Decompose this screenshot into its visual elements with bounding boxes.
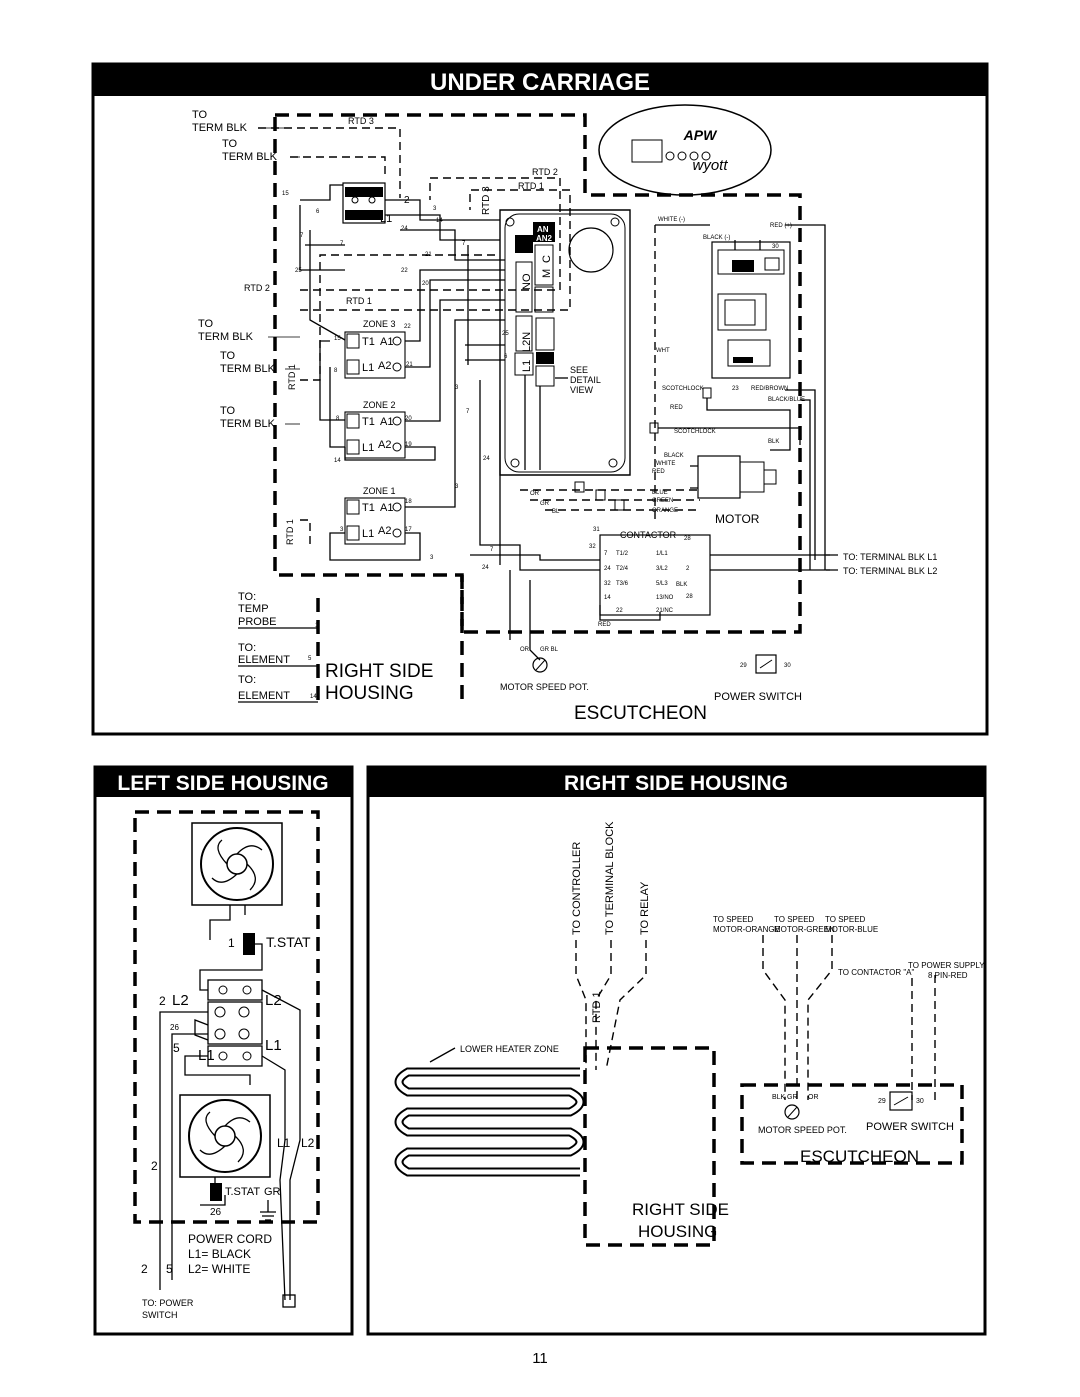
zone3-t1: T1 xyxy=(362,336,375,348)
page-number: 11 xyxy=(532,1350,548,1367)
zone-3-relay xyxy=(345,319,405,378)
l2-white-label: L2= WHITE xyxy=(188,1262,251,1276)
svg-text:15: 15 xyxy=(282,191,289,197)
view-label: VIEW xyxy=(570,385,594,395)
motor-speed-pot xyxy=(500,647,589,692)
detail-label: DETAIL xyxy=(570,375,601,385)
blk-label: BLK xyxy=(768,439,780,445)
svg-text:28: 28 xyxy=(686,594,693,600)
svg-text:19: 19 xyxy=(405,442,412,448)
wht-label: WHT xyxy=(656,348,670,354)
scotchlock-2-label: SCOTCHLOCK xyxy=(674,429,716,435)
red-label: RED xyxy=(670,405,683,411)
svg-text:1/L1: 1/L1 xyxy=(656,551,668,557)
l2-right-label: L2 xyxy=(265,992,282,1009)
num-2-mid: 2 xyxy=(151,1159,158,1173)
right-side-housing-title: RIGHT SIDE HOUSING xyxy=(563,772,789,795)
controller-an2: AN2 xyxy=(536,234,553,243)
l2-bottom-label: L2 xyxy=(301,1136,315,1150)
to-power-label: TO: POWER xyxy=(142,1298,194,1308)
svg-text:21: 21 xyxy=(425,252,432,258)
svg-text:24: 24 xyxy=(482,565,489,571)
svg-text:7: 7 xyxy=(462,241,466,247)
svg-text:T1/2: T1/2 xyxy=(616,551,629,557)
l1-right-label: L1 xyxy=(265,1037,282,1054)
svg-text:28: 28 xyxy=(684,536,691,542)
svg-text:14: 14 xyxy=(436,218,443,224)
l1-bottom-label: L1 xyxy=(277,1136,291,1150)
to-term-blk-labels xyxy=(192,109,278,430)
element-1-to: TO: xyxy=(238,642,257,654)
element-2-to: TO: xyxy=(238,674,257,686)
to-term-blk-5-line2: TERM BLK xyxy=(220,418,276,430)
zone1-l1: L1 xyxy=(362,528,375,540)
power-switch-label: POWER SWITCH xyxy=(714,691,802,703)
switch-30-label: 30 xyxy=(784,663,791,669)
rtd2-left-label: RTD 2 xyxy=(244,283,270,293)
to-term-blk-1-line2: TERM BLK xyxy=(192,122,248,134)
temp-probe-probe: PROBE xyxy=(238,616,277,628)
tstat-bottom xyxy=(210,1183,281,1220)
controller-c: C xyxy=(541,255,553,263)
svg-text:25: 25 xyxy=(295,268,302,274)
svg-text:3/L2: 3/L2 xyxy=(656,566,668,572)
num-5-left: 5 xyxy=(173,1041,180,1055)
svg-text:3: 3 xyxy=(433,206,437,212)
zone-1-relay xyxy=(345,486,405,544)
escutcheon-box xyxy=(742,1085,962,1166)
motor-speed-pot-label: MOTOR SPEED POT. xyxy=(500,682,589,692)
right-side-housing-line1: RIGHT SIDE xyxy=(325,661,434,682)
zone3-a1: A1 xyxy=(380,336,394,348)
svg-text:17: 17 xyxy=(405,527,412,533)
blue-label: BLUE xyxy=(652,490,668,496)
switch-29-label: 29 xyxy=(740,663,747,669)
rtd1-vertical-a: RTD 1 xyxy=(287,364,297,390)
rtd3-label: RTD 3 xyxy=(348,116,374,126)
left-terminal-block xyxy=(159,980,282,1066)
right-side-housing-line2: HOUSING xyxy=(325,683,414,704)
svg-text:5/L3: 5/L3 xyxy=(656,581,668,587)
contactor-red-label: RED xyxy=(598,622,611,628)
contactor-label: CONTACTOR xyxy=(620,530,677,540)
to-speed-3: TO SPEED xyxy=(825,915,866,924)
apw-wyott-logo xyxy=(599,105,771,195)
svg-text:7: 7 xyxy=(604,551,608,557)
red-plus-label: RED (+) xyxy=(770,223,792,229)
num-2-bottom: 2 xyxy=(141,1262,148,1276)
motor-blue-label: MOTOR-BLUE xyxy=(825,925,879,934)
esc-29-label: 29 xyxy=(878,1098,886,1105)
zone3-l1: L1 xyxy=(362,362,375,374)
num-5-bottom: 5 xyxy=(166,1262,173,1276)
right-housing-leads xyxy=(576,935,935,1100)
controller-l2n: L2N xyxy=(521,331,533,352)
svg-text:24: 24 xyxy=(604,566,611,572)
gr-label: GR xyxy=(540,501,549,507)
rtd1-top-label: RTD 1 xyxy=(518,181,544,191)
zone1-a2: A2 xyxy=(378,525,392,537)
controller-an: AN xyxy=(537,225,549,234)
zone2-a1: A1 xyxy=(380,416,394,428)
zone1-a1: A1 xyxy=(380,502,394,514)
svg-text:3: 3 xyxy=(455,484,459,490)
l1-black-label: L1= BLACK xyxy=(188,1247,252,1261)
zone2-l1: L1 xyxy=(362,442,375,454)
to-speed-2: TO SPEED xyxy=(774,915,815,924)
housing-label: HOUSING xyxy=(638,1222,718,1241)
under-carriage-title: UNDER CARRIAGE xyxy=(429,69,651,96)
svg-text:3: 3 xyxy=(340,527,344,533)
controller-m: M xyxy=(541,268,553,278)
svg-text:22: 22 xyxy=(616,608,623,614)
rtd1-vertical-b: RTD 1 xyxy=(285,519,295,545)
green-label: GREEN xyxy=(652,498,674,504)
pot-or-label: OR xyxy=(520,647,529,653)
see-label: SEE xyxy=(570,365,589,375)
l2-left-label: L2 xyxy=(172,992,189,1009)
svg-text:14: 14 xyxy=(334,458,341,464)
l1-top-label: L1 xyxy=(380,213,393,225)
switch-label: SWITCH xyxy=(142,1310,178,1320)
svg-text:13/NO: 13/NO xyxy=(656,595,674,601)
to-power-supply-label: TO POWER SUPPLY xyxy=(908,961,985,970)
orange-label: ORANGE xyxy=(652,508,679,514)
wire-numbers xyxy=(282,191,509,700)
zone2-a2: A2 xyxy=(378,439,392,451)
scotchlock-label: SCOTCHLOCK xyxy=(662,386,704,392)
zone1-t1: T1 xyxy=(362,502,375,514)
svg-text:8: 8 xyxy=(336,416,340,422)
power-switch xyxy=(714,655,802,703)
gr-label: GR xyxy=(264,1186,281,1198)
esc-motor-speed-pot-label: MOTOR SPEED POT. xyxy=(758,1125,847,1135)
pot-grbl-label: GR BL xyxy=(540,647,559,653)
zone-2-relay xyxy=(345,400,405,458)
rtd1-right-label: RTD 1 xyxy=(591,991,603,1023)
white-minus-label: WHITE (-) xyxy=(658,217,685,223)
controller-no: NO xyxy=(521,273,533,290)
tstat-bottom-label: T.STAT xyxy=(225,1186,261,1198)
lower-heater-zone-label: LOWER HEATER ZONE xyxy=(460,1044,559,1054)
red-brown-label: RED/BROWN xyxy=(751,386,789,392)
under-carriage-section xyxy=(93,64,987,734)
to-term-blk-3-line2: TERM BLK xyxy=(198,331,254,343)
element-1-label: ELEMENT xyxy=(238,654,290,666)
svg-text:15: 15 xyxy=(334,336,341,342)
esc-30-label: 30 xyxy=(916,1098,924,1105)
svg-text:T2/4: T2/4 xyxy=(616,566,629,572)
right-side-housing-section xyxy=(368,767,985,1334)
temp-probe-to: TO: xyxy=(238,591,257,603)
esc-blk-label: BLK xyxy=(772,1094,786,1101)
terminal-blk-l1-label: TO: TERMINAL BLK L1 xyxy=(843,552,938,562)
to-term-blk-4-line2: TERM BLK xyxy=(220,363,276,375)
to-term-blk-3-line1: TO xyxy=(198,318,214,330)
svg-text:32: 32 xyxy=(604,581,611,587)
svg-text:22: 22 xyxy=(404,324,411,330)
num-26-bottom: 26 xyxy=(210,1207,222,1218)
svg-text:18: 18 xyxy=(405,499,412,505)
terminal-block-top xyxy=(343,183,410,225)
zone2-t1: T1 xyxy=(362,416,375,428)
to-term-blk-1-line1: TO xyxy=(192,109,208,121)
fan-top xyxy=(192,823,282,905)
num-2-left: 2 xyxy=(159,994,166,1008)
svg-text:T3/6: T3/6 xyxy=(616,581,629,587)
svg-text:6: 6 xyxy=(504,354,508,360)
motor-green-label: MOTOR-GREEN xyxy=(774,925,835,934)
svg-text:7: 7 xyxy=(340,241,344,247)
svg-text:5: 5 xyxy=(308,656,312,662)
to-term-blk-4-line1: TO xyxy=(220,350,236,362)
svg-text:32: 32 xyxy=(589,544,596,550)
left-side-housing-title: LEFT SIDE HOUSING xyxy=(117,772,329,795)
svg-text:8: 8 xyxy=(334,368,338,374)
power-cord-label: POWER CORD xyxy=(188,1232,272,1246)
rtd3-vertical-label: RTD 3 xyxy=(481,186,492,215)
to-contactor-label: TO CONTACTOR "A" xyxy=(838,968,915,977)
svg-text:21: 21 xyxy=(406,362,413,368)
svg-text:14: 14 xyxy=(604,595,611,601)
svg-text:3: 3 xyxy=(430,555,434,561)
controller-l1: L1 xyxy=(521,359,533,372)
svg-text:7: 7 xyxy=(300,233,304,239)
tstat-top-label: T.STAT xyxy=(266,934,311,950)
svg-text:20: 20 xyxy=(405,416,412,422)
svg-text:25: 25 xyxy=(502,331,509,337)
to-speed-1: TO SPEED xyxy=(713,915,754,924)
svg-text:24: 24 xyxy=(401,226,408,232)
svg-text:7: 7 xyxy=(466,409,470,415)
svg-text:22: 22 xyxy=(401,268,408,274)
rtd2-top-label: RTD 2 xyxy=(532,167,558,177)
svg-text:14: 14 xyxy=(310,694,317,700)
esc-power-switch-label: POWER SWITCH xyxy=(866,1121,954,1133)
to-terminal-block-label: TO TERMINAL BLOCK xyxy=(604,821,616,935)
svg-text:6: 6 xyxy=(316,209,320,215)
black-minus-label: BLACK (-) xyxy=(703,235,731,241)
num-2-label: 2 xyxy=(404,195,410,206)
bl-label: BL xyxy=(552,509,560,515)
white-label: WHITE xyxy=(656,461,676,467)
svg-text:2: 2 xyxy=(686,566,690,572)
or-label: OR xyxy=(530,491,539,497)
logo-wyott: wyott xyxy=(692,157,728,174)
to-term-blk-5-line1: TO xyxy=(220,405,236,417)
tstat-num-1: 1 xyxy=(228,936,235,950)
terminal-blk-l2-label: TO: TERMINAL BLK L2 xyxy=(843,566,938,576)
black-label: BLACK xyxy=(664,453,684,459)
to-term-blk-2-line1: TO xyxy=(222,138,238,150)
zone1-name: ZONE 1 xyxy=(363,486,396,496)
zone2-name: ZONE 2 xyxy=(363,400,396,410)
motor-label: MOTOR xyxy=(715,512,760,526)
svg-text:20: 20 xyxy=(422,281,429,287)
zone3-name: ZONE 3 xyxy=(363,319,396,329)
fan-bottom xyxy=(180,1095,270,1177)
esc-gr-label: GR xyxy=(787,1094,798,1101)
to-controller-label: TO CONTROLLER xyxy=(571,841,583,935)
element-2-label: ELEMENT xyxy=(238,690,290,702)
svg-text:3: 3 xyxy=(455,385,459,391)
black-blue-label: BLACK/BLUE xyxy=(768,397,806,403)
svg-text:7: 7 xyxy=(490,547,494,553)
to-term-blk-2-line2: TERM BLK xyxy=(222,151,278,163)
to-relay-label: TO RELAY xyxy=(639,881,651,935)
red-2-label: RED xyxy=(652,469,665,475)
num-26-left: 26 xyxy=(170,1023,179,1032)
motor-orange-label: MOTOR-ORANGE xyxy=(713,925,780,934)
l1-left-label: L1 xyxy=(198,1047,215,1064)
rtd1-mid-label: RTD 1 xyxy=(346,296,372,306)
left-side-housing-section xyxy=(95,767,352,1334)
zone3-a2: A2 xyxy=(378,360,392,372)
relay-module xyxy=(520,217,830,628)
num-23-label: 23 xyxy=(732,386,739,392)
controller-board xyxy=(500,210,630,475)
temp-probe-temp: TEMP xyxy=(238,603,269,615)
contactor-blk-label: BLK xyxy=(676,582,688,588)
esc-or-label: OR xyxy=(808,1094,819,1101)
escutcheon-label: ESCUTCHEON xyxy=(574,703,708,724)
num-30-label: 30 xyxy=(772,244,779,250)
svg-text:31: 31 xyxy=(593,527,600,533)
svg-text:1: 1 xyxy=(315,623,319,629)
pin-red-label: 8 PIN-RED xyxy=(928,971,968,980)
logo-apw: APW xyxy=(683,127,717,143)
esc-escutcheon-label: ESCUTCHEON xyxy=(800,1147,920,1166)
svg-text:21/NC: 21/NC xyxy=(656,608,674,614)
lower-heater-zone xyxy=(399,1044,729,1245)
tstat-top xyxy=(228,933,311,955)
right-side-label: RIGHT SIDE xyxy=(632,1200,729,1219)
svg-text:24: 24 xyxy=(483,456,490,462)
